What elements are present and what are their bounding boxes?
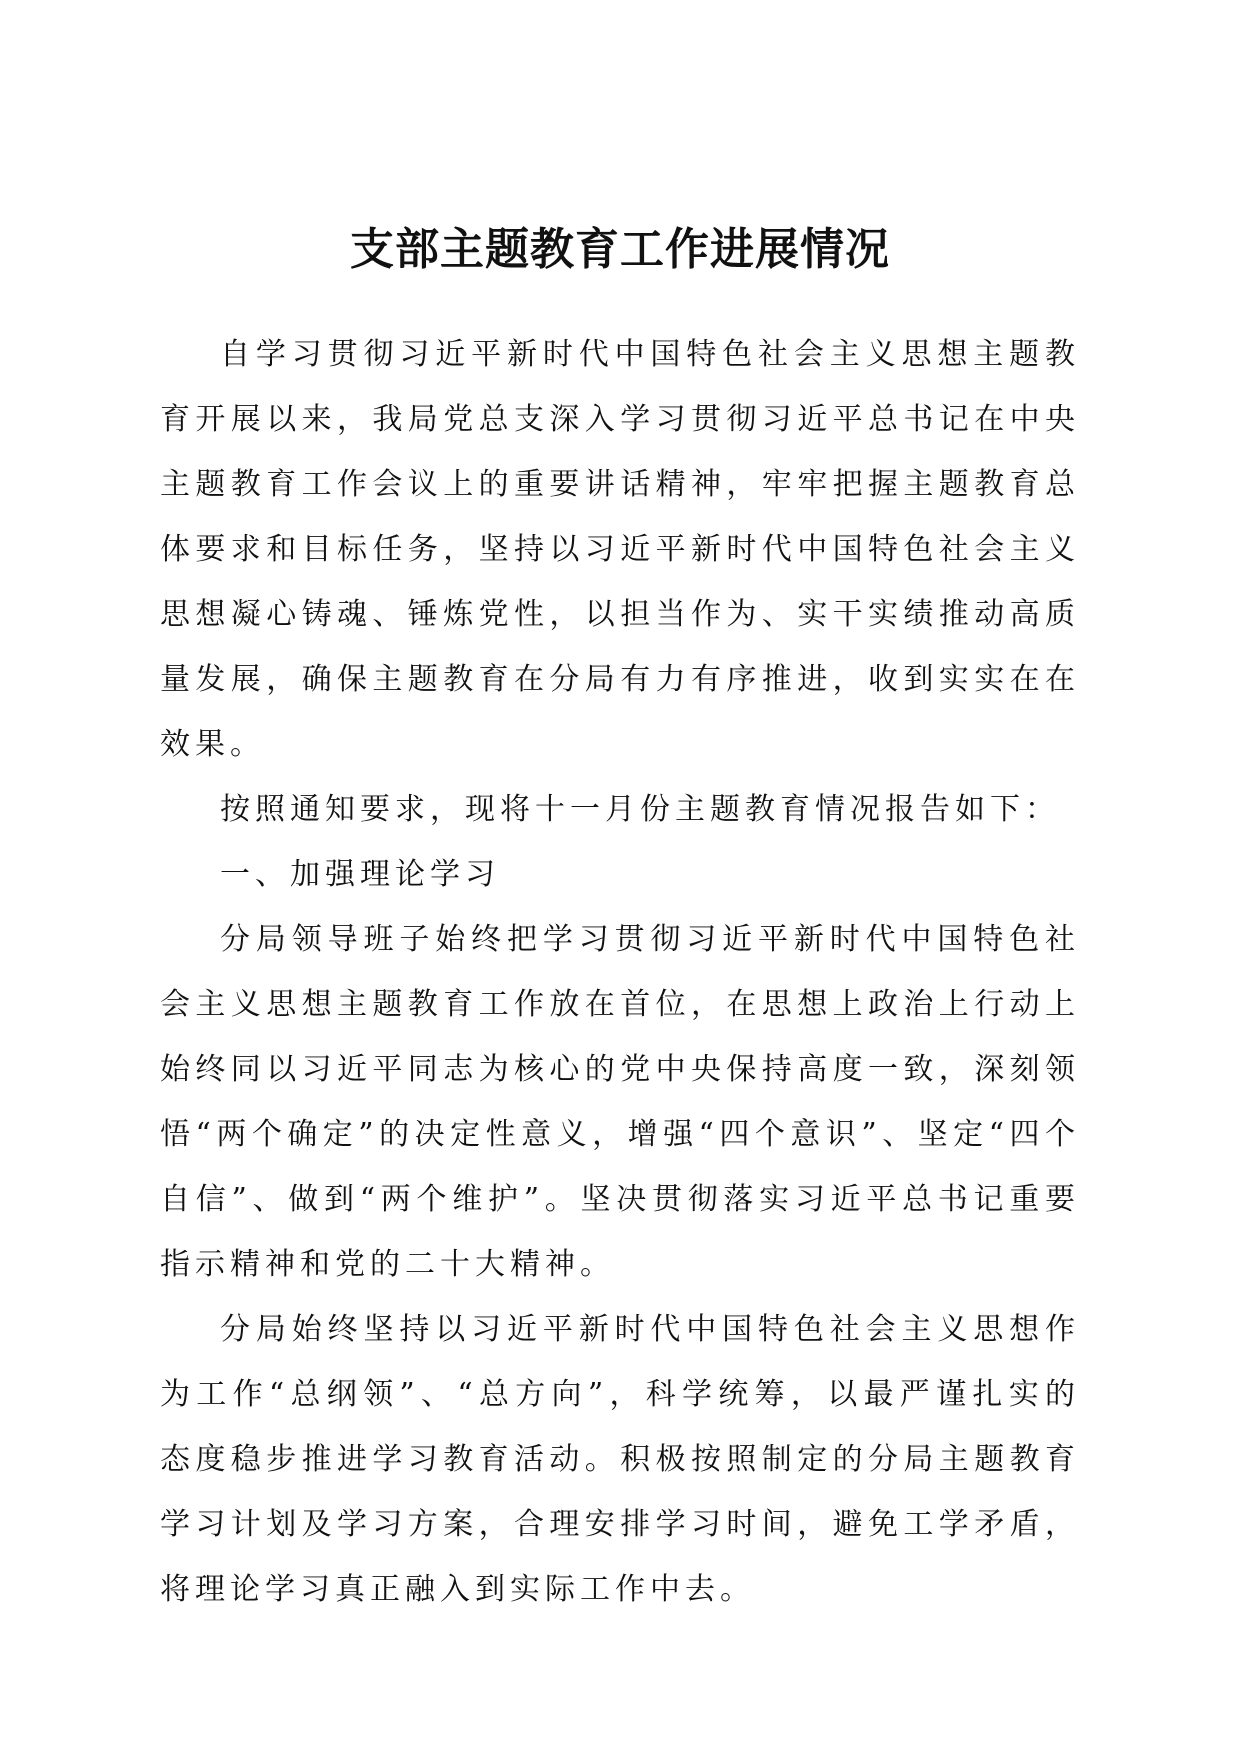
section-heading: 一、加强理论学习 [220, 857, 500, 892]
intro-paragraph: 自学习贯彻习近平新时代中国特色社会主义思想主题教育开展以来，我局党总支深入学习贯彻习近平总书记在中央主题教育工作会议上的重要讲话精神，牢牢把握主题教育总体要求和目标任务，坚持以习近平新时代中国特色社会主义思想凝心铸魂、锤炼党性，以担当作为、实干实绩推动高质量发展，确保主题教育在分局有力有序推进，收到实实在在效果。 [160, 337, 1080, 762]
report-statement-paragraph: 按照通知要求，现将十一月份主题教育情况报告如下： [220, 792, 1060, 827]
section-paragraph: 分局始终坚持以习近平新时代中国特色社会主义思想作为工作“总纲领”、“总方向”，科学统筹，以最严谨扎实的态度稳步推进学习教育活动。积极按照制定的分局主题教育学习计划及学习方案，合理安排学习时间，避免工学矛盾，将理论学习真正融入到实际工作中去。 [160, 1312, 1080, 1607]
section-paragraph: 分局领导班子始终把学习贯彻习近平新时代中国特色社会主义思想主题教育工作放在首位，在思想上政治上行动上始终同以习近平同志为核心的党中央保持高度一致，深刻领悟“两个确定”的决定性意义，增强“四个意识”、坚定“四个自信”、做到“两个维护”。坚决贯彻落实习近平总书记重要指示精神和党的二十大精神。 [160, 922, 1080, 1282]
document-title: 支部主题教育工作进展情况 [350, 224, 890, 275]
document-body [160, 322, 1080, 1622]
